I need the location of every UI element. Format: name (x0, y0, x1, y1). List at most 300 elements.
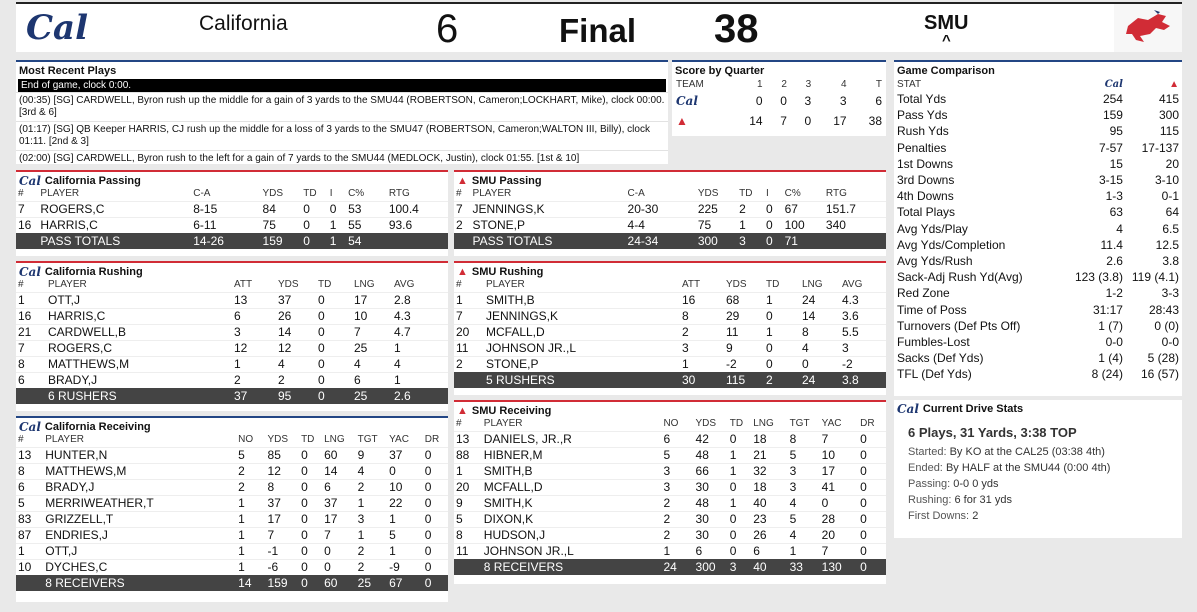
drive-line (894, 492, 1182, 508)
stat-cell: 17 (266, 511, 300, 527)
player-name-cell: DANIELS, JR.,R (482, 431, 662, 447)
stat-header-row (454, 187, 886, 201)
stat-header-cell: YAC (389, 434, 409, 446)
stat-header-cell: C-A (627, 188, 645, 200)
stat-cell: 3 (788, 479, 820, 495)
player-name-cell: JENNINGS,K (484, 308, 680, 324)
stat-header-cell: I (766, 188, 769, 200)
cal-mini-logo-icon: Cal (19, 420, 41, 434)
drive-line-label: First Downs: (908, 510, 970, 522)
stat-cell: 32 (751, 463, 787, 479)
stat-cell: 20-30 (626, 201, 696, 217)
stat-cell: 29 (724, 308, 764, 324)
totals-label: 6 RUSHERS (46, 388, 232, 404)
stat-header-cell: YDS (278, 279, 299, 291)
comparison-smu-value: 6.5 (1162, 221, 1179, 236)
stat-header-cell: TD (729, 418, 744, 430)
comparison-cal-value: 11.4 (1100, 237, 1123, 252)
stat-cell: 20 (454, 324, 484, 340)
stat-cell: 4 (356, 463, 387, 479)
stat-cell: 0 (387, 463, 423, 479)
player-name-cell: JENNINGS,K (471, 201, 626, 217)
stat-cell: 2 (454, 217, 471, 233)
stat-cell: 1 (454, 463, 482, 479)
stat-cell: 20 (820, 527, 858, 543)
stat-header-cell: C% (784, 188, 801, 200)
drive-line-value: By KO at the CAL25 (03:38 4th) (949, 446, 1105, 458)
stat-cell: 88 (454, 447, 482, 463)
player-row (16, 479, 448, 495)
comparison-row (894, 188, 1182, 204)
comparison-stat-label: Penalties (897, 140, 947, 155)
stat-header-cell: # (18, 279, 24, 291)
stat-cell: 21 (751, 447, 787, 463)
stat-cell: 5 (16, 495, 43, 511)
totals-cell: 71 (783, 233, 824, 249)
stat-cell: 0 (299, 447, 322, 463)
totals-cell (454, 559, 482, 575)
stat-cell: 8 (266, 479, 300, 495)
drive-line-value: By HALF at the SMU44 (0:00 4th) (945, 462, 1111, 474)
smu-passing-title-row (454, 172, 886, 187)
player-row (16, 495, 448, 511)
player-name-cell: ROGERS,C (46, 340, 232, 356)
comparison-cal-value: 1-3 (1105, 189, 1123, 204)
comparison-stat-label: Sack-Adj Rush Yd(Avg) (897, 270, 1023, 285)
stat-cell: 9 (454, 495, 482, 511)
totals-cell: 130 (820, 559, 858, 575)
score-by-quarter-panel (672, 60, 886, 136)
stat-cell: 20 (454, 479, 482, 495)
drive-line-label: Ended: (908, 462, 943, 474)
totals-label: PASS TOTALS (471, 233, 626, 249)
recent-plays-title: Most Recent Plays (19, 65, 117, 77)
stat-cell: 3 (840, 340, 886, 356)
stat-cell: 0 (423, 495, 448, 511)
stat-header-cell: ATT (682, 279, 701, 291)
player-row (454, 543, 886, 559)
cal-mini-logo-icon: Cal (19, 174, 41, 188)
comparison-stat-label: Avg Yds/Rush (897, 253, 973, 268)
totals-row (454, 233, 886, 249)
stat-cell: 0 (299, 511, 322, 527)
totals-cell: 24-34 (626, 233, 696, 249)
stat-cell: 1 (236, 559, 265, 575)
stat-cell: 37 (322, 495, 356, 511)
stat-cell: 4 (800, 340, 840, 356)
comparison-row (894, 172, 1182, 188)
cal-rushing-panel (16, 261, 448, 411)
stat-cell: 30 (694, 511, 728, 527)
stat-header-cell: LNG (802, 279, 823, 291)
totals-row (454, 372, 886, 388)
stat-header-cell: ATT (234, 279, 253, 291)
stat-cell: 0 (858, 463, 886, 479)
drive-lines (894, 444, 1182, 524)
cal-receiving-title: California Receiving (44, 421, 151, 433)
stat-header-cell: TD (303, 188, 317, 200)
stat-cell: 10 (16, 559, 43, 575)
cal-rushing-title: California Rushing (44, 266, 143, 278)
stat-cell: 1 (356, 527, 387, 543)
comparison-cal-value: 1 (4) (1098, 351, 1123, 366)
stat-cell: 1 (680, 356, 724, 372)
stat-cell: 1 (728, 463, 752, 479)
drive-line-value: 0-0 0 yds (953, 478, 999, 490)
player-row (454, 324, 886, 340)
stat-cell: 0 (764, 356, 800, 372)
comparison-row (894, 107, 1182, 123)
stat-cell: 11 (724, 324, 764, 340)
cal-passing-title-row (16, 172, 448, 187)
stat-cell: 1 (356, 495, 387, 511)
stat-cell: 7 (16, 340, 46, 356)
totals-cell: 60 (322, 575, 356, 591)
comparison-smu-value: 0-0 (1161, 334, 1179, 349)
stat-cell: 0 (423, 543, 448, 559)
stat-header-cell: I (329, 188, 333, 200)
stat-cell: 0 (423, 559, 448, 575)
stat-cell: 7 (820, 543, 858, 559)
player-row (454, 479, 886, 495)
comparison-row (894, 237, 1182, 253)
smu-receiving-panel (454, 400, 886, 584)
stat-cell: 4 (788, 495, 820, 511)
stat-cell: 68 (724, 292, 764, 308)
smu-rushing-title: SMU Rushing (471, 266, 544, 278)
player-row (454, 340, 886, 356)
player-name-cell: STONE,P (471, 217, 626, 233)
stat-cell: 0 (858, 495, 886, 511)
totals-cell: 30 (680, 372, 724, 388)
stat-cell: 24 (800, 292, 840, 308)
player-row (454, 511, 886, 527)
stat-cell: 2 (276, 372, 316, 388)
comparison-row (894, 269, 1182, 285)
stat-cell: 18 (751, 479, 787, 495)
stat-cell: 66 (694, 463, 728, 479)
stat-cell: 75 (696, 217, 737, 233)
stat-cell: 0 (728, 543, 752, 559)
drive-line (894, 444, 1182, 460)
stat-cell: 13 (232, 292, 276, 308)
stat-cell: 0 (800, 356, 840, 372)
comparison-stat-label: Total Yds (897, 92, 947, 107)
drive-line-value: 6 for 31 yds (954, 494, 1012, 506)
stat-cell: 48 (694, 447, 728, 463)
stat-cell: 0 (328, 201, 346, 217)
smu-rushing-panel (454, 261, 886, 395)
player-row (454, 217, 886, 233)
cal-rushing-title-row (16, 263, 448, 278)
totals-cell: 3 (728, 559, 752, 575)
stat-cell: 1 (737, 217, 764, 233)
stat-cell: 6 (661, 431, 693, 447)
stat-cell: 8 (800, 324, 840, 340)
game-comparison-title: Game Comparison (897, 65, 995, 77)
stat-cell: 8 (680, 308, 724, 324)
smu-mini-logo-icon: ▲ (457, 175, 468, 187)
stat-cell: 2 (661, 495, 693, 511)
stat-cell: 0 (764, 340, 800, 356)
stat-header-cell: PLAYER (48, 279, 87, 291)
stat-cell: 151.7 (824, 201, 886, 217)
drive-line-value: 2 (972, 510, 979, 522)
comparison-stat-label: TFL (Def Yds) (897, 367, 972, 382)
comparison-cal-value: 3-15 (1098, 173, 1123, 188)
stat-cell: 12 (266, 463, 300, 479)
player-row (16, 463, 448, 479)
player-name-cell: ENDRIES,J (43, 527, 236, 543)
stat-cell: 10 (387, 479, 423, 495)
scoreboard-header (16, 2, 1182, 52)
game-status: Final (559, 12, 637, 49)
stat-cell: 4-4 (626, 217, 696, 233)
stat-cell: 55 (346, 217, 387, 233)
stat-cell: 25 (352, 340, 392, 356)
quarter-score-cell: 3 (839, 94, 847, 108)
stat-cell: 7 (820, 431, 858, 447)
stat-cell: 0 (820, 495, 858, 511)
totals-cell: 0 (301, 233, 327, 249)
comparison-stat-label: 3rd Downs (897, 173, 955, 188)
away-team-name: California (199, 12, 288, 35)
totals-cell: 33 (788, 559, 820, 575)
stat-header-cell: YDS (267, 434, 289, 446)
stat-cell: 5 (788, 511, 820, 527)
stat-cell: 0 (858, 543, 886, 559)
stat-cell: 22 (387, 495, 423, 511)
comparison-row (894, 123, 1182, 139)
player-name-cell: MCFALL,D (482, 479, 662, 495)
totals-cell: 300 (694, 559, 728, 575)
player-name-cell: HARRIS,C (46, 308, 232, 324)
comparison-smu-value: 3-3 (1161, 286, 1179, 301)
comparison-stat-label: Pass Yds (897, 108, 948, 123)
stat-header-cell: DR (424, 434, 440, 446)
totals-cell: 25 (352, 388, 392, 404)
stat-cell: 1 (392, 340, 448, 356)
stat-cell: 67 (783, 201, 824, 217)
stat-cell: 4 (788, 527, 820, 543)
stat-cell: 2 (356, 543, 387, 559)
comparison-smu-value: 17-137 (1141, 140, 1179, 155)
stat-cell: 0 (322, 559, 356, 575)
stat-cell: 0 (858, 511, 886, 527)
player-row (16, 447, 448, 463)
stat-cell: -9 (387, 559, 423, 575)
totals-cell (16, 388, 46, 404)
stat-cell: 0 (764, 308, 800, 324)
stat-cell: 8 (16, 356, 46, 372)
comparison-stat-label: Turnovers (Def Pts Off) (897, 318, 1021, 333)
stat-header-cell: # (18, 188, 24, 200)
totals-cell: 37 (232, 388, 276, 404)
totals-label: 5 RUSHERS (484, 372, 680, 388)
stat-cell: 5 (387, 527, 423, 543)
stat-cell: 5 (661, 447, 693, 463)
player-name-cell: HUNTER,N (43, 447, 236, 463)
stat-header-cell: TD (739, 188, 753, 200)
stat-cell: 1 (788, 543, 820, 559)
stat-cell: 1 (661, 543, 693, 559)
totals-cell: 159 (261, 233, 302, 249)
quarter-header-cell: T (875, 78, 882, 90)
drive-line (894, 460, 1182, 476)
stat-cell: 10 (820, 447, 858, 463)
stat-cell: 42 (694, 431, 728, 447)
stat-header-cell: LNG (753, 418, 774, 430)
smu-mini-logo-icon: ▲ (676, 114, 688, 128)
smu-receiving-title-row (454, 402, 886, 417)
comparison-smu-value: 3-10 (1154, 173, 1179, 188)
stat-cell: 26 (751, 527, 787, 543)
player-row (16, 527, 448, 543)
stat-cell: 2 (232, 372, 276, 388)
comparison-cal-value: 2.6 (1106, 253, 1123, 268)
cal-receiving-table (16, 433, 448, 591)
stat-cell: 100.4 (387, 201, 448, 217)
smu-passing-panel (454, 170, 886, 256)
stat-cell: 8-15 (191, 201, 260, 217)
stat-header-cell: AVG (394, 279, 415, 291)
stat-cell: 1 (454, 292, 484, 308)
stat-cell: 6 (322, 479, 356, 495)
stat-cell: 87 (16, 527, 43, 543)
stat-cell: 2 (236, 463, 265, 479)
stat-header-cell: DR (860, 418, 875, 430)
comparison-stat-label: Avg Yds/Play (897, 221, 968, 236)
stat-cell: 14 (322, 463, 356, 479)
stat-cell: 11 (454, 340, 484, 356)
stat-cell: 1 (387, 543, 423, 559)
quarter-score-cell: 7 (780, 114, 787, 128)
comparison-smu-value: 115 (1159, 124, 1179, 139)
stat-cell: 0 (728, 511, 752, 527)
quarter-header-cell: 4 (841, 78, 847, 90)
totals-cell: 0 (316, 388, 352, 404)
recent-play-item: (01:17) [SG] QB Keeper HARRIS, CJ rush up the middle for a loss of 3 yards to the SMU47 (ROBERTSON, Cameron;WALTON III, Billy), clock 01:11. [2nd & 3] (16, 121, 668, 150)
stat-cell: 37 (387, 447, 423, 463)
stat-cell: 2 (454, 356, 484, 372)
caret-up-icon[interactable]: ^ (942, 32, 951, 49)
comparison-row (894, 350, 1182, 366)
player-name-cell: OTT,J (43, 543, 236, 559)
comparison-cal-value: 123 (3.8) (1074, 270, 1123, 285)
stat-cell: 5 (788, 447, 820, 463)
totals-cell: 115 (724, 372, 764, 388)
stat-header-row (16, 278, 448, 292)
stat-header-cell: YDS (262, 188, 284, 200)
comparison-stat-label: Avg Yds/Completion (897, 237, 1006, 252)
comparison-smu-value: 64 (1165, 205, 1179, 220)
comparison-cal-value: 159 (1102, 108, 1123, 123)
stat-cell: 5 (454, 511, 482, 527)
quarter-row (672, 91, 886, 111)
totals-cell: 2.6 (392, 388, 448, 404)
stat-header-cell: YDS (697, 188, 719, 200)
smu-column-header (1126, 77, 1182, 91)
smu-receiving-title: SMU Receiving (471, 405, 552, 417)
stat-header-row (454, 278, 886, 292)
stat-cell: -1 (266, 543, 300, 559)
stat-cell: 2.8 (392, 292, 448, 308)
stat-cell: 8 (16, 463, 43, 479)
stat-cell: 4.3 (392, 308, 448, 324)
totals-cell: 3.8 (840, 372, 886, 388)
stat-cell: 53 (346, 201, 387, 217)
comparison-smu-value: 0 (0) (1154, 318, 1179, 333)
comparison-stat-label: Fumbles-Lost (897, 334, 970, 349)
smu-mustang-icon: ▲ (1169, 78, 1179, 90)
player-name-cell: ROGERS,C (38, 201, 191, 217)
comparison-row (894, 204, 1182, 220)
player-name-cell: JOHNSON JR.,L (482, 543, 662, 559)
player-row (16, 543, 448, 559)
stat-cell: 10 (352, 308, 392, 324)
smu-mustang-logo-icon (1114, 4, 1182, 52)
stat-cell: 17 (352, 292, 392, 308)
stat-cell: 0 (322, 543, 356, 559)
totals-cell: 24 (800, 372, 840, 388)
stat-cell: 3.6 (840, 308, 886, 324)
player-row (16, 324, 448, 340)
totals-cell: 3 (737, 233, 764, 249)
recent-play-item: (00:35) [SG] CARDWELL, Byron rush up the middle for a gain of 3 yards to the SMU44 (ROBERTSON, Cameron;LOCKHART, Mike), clock 00:00. [3rd & 6] (16, 92, 668, 121)
stat-cell: 2 (356, 479, 387, 495)
quarter-team-cell (672, 91, 731, 111)
stat-cell: 0 (423, 447, 448, 463)
player-row (16, 308, 448, 324)
stat-cell: 85 (266, 447, 300, 463)
player-row (16, 201, 448, 217)
stat-header-cell: LNG (324, 434, 345, 446)
stat-cell: 3 (661, 463, 693, 479)
stat-cell: 0 (858, 431, 886, 447)
comparison-row (894, 318, 1182, 334)
stat-header-cell: YDS (726, 279, 747, 291)
totals-cell (454, 233, 471, 249)
stat-cell: 2 (680, 324, 724, 340)
stat-header-cell: # (456, 418, 462, 430)
stat-header-cell: # (456, 188, 462, 200)
totals-cell: 54 (346, 233, 387, 249)
stat-cell: 1 (764, 324, 800, 340)
comparison-smu-value: 0-1 (1161, 189, 1179, 204)
quarter-team-cell (672, 111, 731, 131)
game-comparison-panel (894, 60, 1182, 396)
stat-cell: 1 (232, 356, 276, 372)
player-name-cell: HARRIS,C (38, 217, 191, 233)
stat-cell: 7 (16, 201, 38, 217)
player-row (454, 447, 886, 463)
player-name-cell: GRIZZELL,T (43, 511, 236, 527)
comparison-stat-label: 4th Downs (897, 189, 954, 204)
player-row (454, 308, 886, 324)
comparison-row (894, 253, 1182, 269)
totals-cell (387, 233, 448, 249)
stat-cell: 2 (356, 559, 387, 575)
stat-cell: 2 (737, 201, 764, 217)
drive-line (894, 476, 1182, 492)
comparison-row (894, 285, 1182, 301)
player-row (454, 463, 886, 479)
stat-cell: 0 (301, 201, 327, 217)
stat-cell: 0 (423, 479, 448, 495)
player-name-cell: SMITH,K (482, 495, 662, 511)
smu-mini-logo-icon: ▲ (457, 266, 468, 278)
totals-cell: 67 (387, 575, 423, 591)
